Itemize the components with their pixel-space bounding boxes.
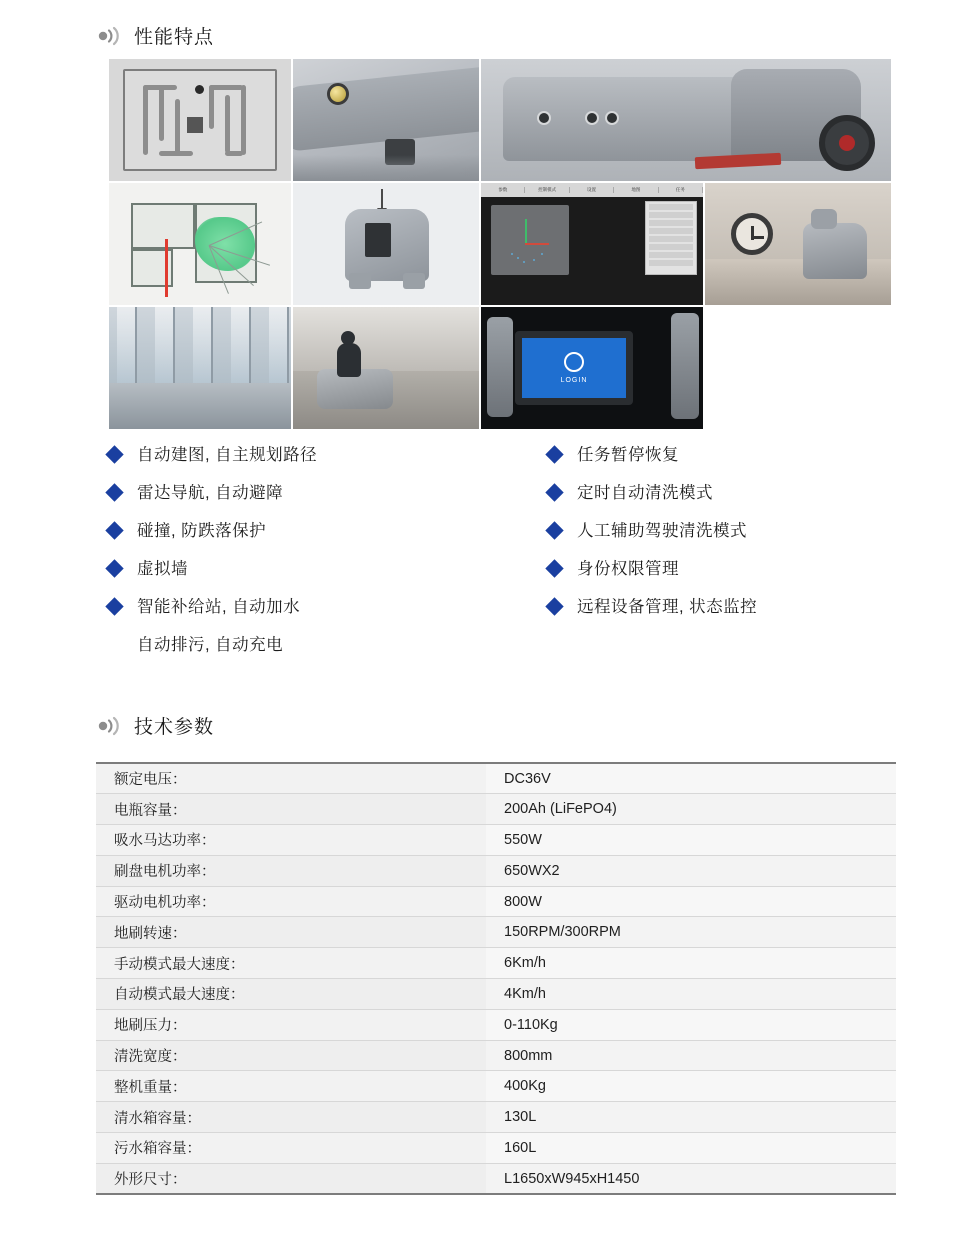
feature-item (548, 518, 898, 556)
specs-title: 技术参数 (134, 717, 215, 738)
table-row (96, 1071, 896, 1102)
navigation-software-image (480, 182, 704, 306)
spec-key: 污水箱容量： (96, 1133, 486, 1164)
diamond-bullet-icon (105, 559, 123, 577)
console-login-image (480, 306, 704, 430)
feature-item (548, 442, 898, 480)
spec-value: 200Ah (LiFePO4) (486, 794, 896, 825)
diamond-bullet-icon (105, 483, 123, 501)
diamond-bullet-icon (545, 521, 563, 539)
diamond-bullet-icon (545, 445, 563, 463)
performance-title: 性能特点 (134, 27, 215, 48)
feature-item (548, 480, 898, 518)
feature-label: 定时自动清洗模式 (577, 484, 713, 502)
diamond-bullet-icon (105, 521, 123, 539)
table-row (96, 794, 896, 825)
spec-key: 吸水马达功率： (96, 825, 486, 856)
login-panel (515, 331, 633, 405)
table-row (96, 825, 896, 856)
signal-wave-icon (96, 713, 122, 739)
table-row (96, 1009, 896, 1040)
spec-value: 400Kg (486, 1071, 896, 1102)
performance-section-header (96, 22, 214, 49)
feature-label: 远程设备管理, 状态监控 (577, 598, 758, 616)
spec-key: 手动模式最大速度： (96, 948, 486, 979)
table-row (96, 1133, 896, 1164)
lobby-robot-clock-image (704, 182, 892, 306)
feature-item-empty (548, 632, 898, 670)
user-avatar-icon (564, 352, 584, 372)
table-row (96, 1163, 896, 1194)
spec-key: 清洗宽度： (96, 1040, 486, 1071)
3d-model-image (292, 182, 480, 306)
feature-item (108, 556, 548, 594)
feature-item (548, 556, 898, 594)
feature-label: 自动建图, 自主规划路径 (137, 446, 318, 464)
spec-value: 160L (486, 1133, 896, 1164)
spec-key: 额定电压： (96, 763, 486, 794)
spec-key: 驱动电机功率： (96, 886, 486, 917)
software-tabbar (481, 183, 703, 197)
spec-key: 刷盘电机功率： (96, 855, 486, 886)
spec-value: 800mm (486, 1040, 896, 1071)
diamond-bullet-icon (545, 483, 563, 501)
feature-list (108, 442, 898, 670)
feature-label: 身份权限管理 (577, 560, 679, 578)
table-row (96, 948, 896, 979)
feature-label: 人工辅助驾驶清洗模式 (577, 522, 747, 540)
spec-value: DC36V (486, 763, 896, 794)
feature-label: 雷达导航, 自动避障 (137, 484, 284, 502)
glass-corridor-image (108, 306, 292, 430)
feature-item (108, 632, 548, 670)
software-tab[interactable]: 任务 (659, 187, 703, 193)
spec-value: L1650xW945xH1450 (486, 1163, 896, 1194)
robot-rear-wide-image (480, 58, 892, 182)
spec-key: 电瓶容量： (96, 794, 486, 825)
feature-item (548, 594, 898, 632)
feature-item (108, 518, 548, 556)
signal-wave-icon (96, 23, 122, 49)
feature-item (108, 442, 548, 480)
spec-key: 地刷压力： (96, 1009, 486, 1040)
spec-key: 自动模式最大速度： (96, 979, 486, 1010)
table-row (96, 886, 896, 917)
software-tab[interactable]: 控制模式 (525, 187, 569, 193)
feature-label: 虚拟墙 (137, 560, 188, 578)
dashboard-topbar (109, 431, 479, 432)
login-label: LOGIN (560, 377, 588, 384)
table-row (96, 979, 896, 1010)
diamond-bullet-icon (545, 559, 563, 577)
spec-key: 地刷转速： (96, 917, 486, 948)
feature-label: 智能补给站, 自动加水 (137, 598, 301, 616)
software-tab[interactable]: 地图 (614, 187, 658, 193)
spec-value: 800W (486, 886, 896, 917)
spec-key: 清水箱容量： (96, 1102, 486, 1133)
operator-riding-image (292, 306, 480, 430)
feature-label: 任务暂停恢复 (577, 446, 679, 464)
spec-value: 650WX2 (486, 855, 896, 886)
spec-key: 整机重量： (96, 1071, 486, 1102)
feature-label: 碰撞, 防跌落保护 (137, 522, 267, 540)
spec-value: 6Km/h (486, 948, 896, 979)
circuit-map-image (108, 58, 292, 182)
spec-value: 550W (486, 825, 896, 856)
machine-bumper-closeup-image (292, 58, 480, 182)
feature-label: 自动排污, 自动充电 (137, 636, 284, 654)
spec-value: 130L (486, 1102, 896, 1133)
table-row (96, 1102, 896, 1133)
specs-section-header (96, 712, 214, 739)
fleet-dashboard-image (108, 430, 480, 432)
performance-gallery (108, 58, 892, 430)
spec-value: 4Km/h (486, 979, 896, 1010)
spec-value: 0-110Kg (486, 1009, 896, 1040)
diamond-bullet-icon (105, 445, 123, 463)
spec-table (96, 762, 896, 1195)
software-tab[interactable]: 设置 (570, 187, 614, 193)
slam-map-image (108, 182, 292, 306)
feature-item (108, 480, 548, 518)
diamond-bullet-icon (105, 597, 123, 615)
feature-item (108, 594, 548, 632)
diamond-bullet-icon (545, 597, 563, 615)
spec-value: 150RPM/300RPM (486, 917, 896, 948)
spec-key: 外形尺寸： (96, 1163, 486, 1194)
table-row (96, 917, 896, 948)
table-row (96, 763, 896, 794)
table-row (96, 855, 896, 886)
software-tab[interactable]: 参数 (481, 187, 525, 193)
table-row (96, 1040, 896, 1071)
